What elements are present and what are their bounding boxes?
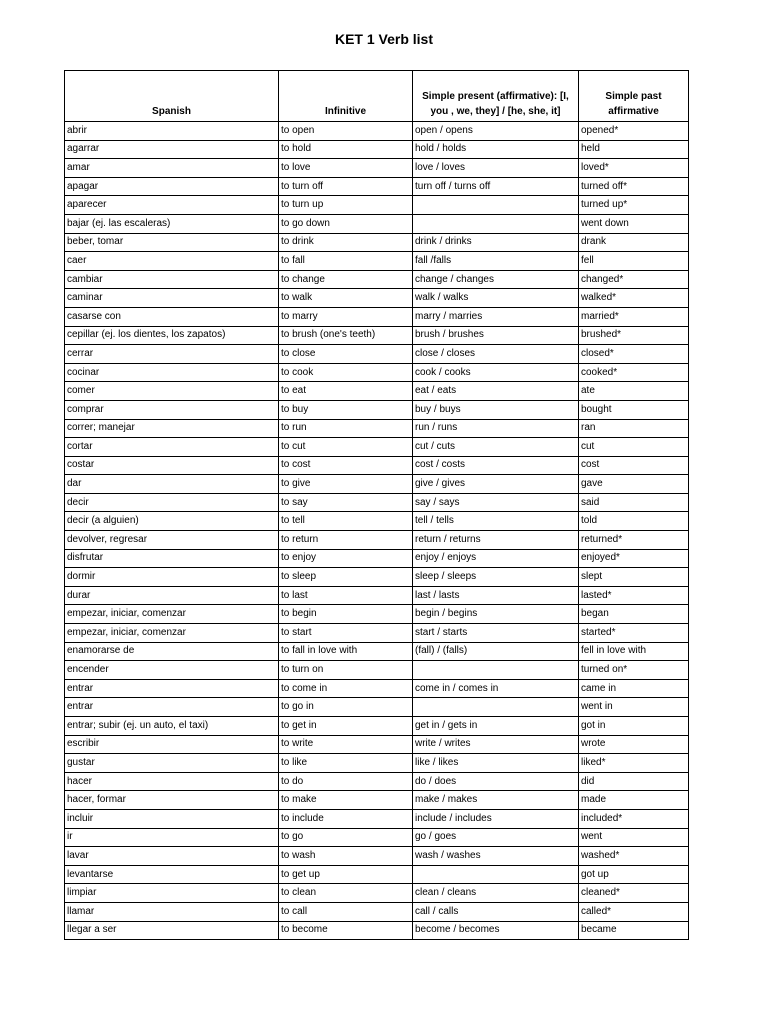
header-spanish: Spanish	[65, 71, 279, 122]
table-row	[65, 679, 689, 698]
table-row	[65, 865, 689, 884]
cell-infinitive: to turn on	[279, 661, 413, 680]
cell-simple-past: ate	[579, 382, 689, 401]
cell-spanish: empezar, iniciar, comenzar	[65, 624, 279, 643]
cell-infinitive: to drink	[279, 233, 413, 252]
table-row	[65, 642, 689, 661]
cell-simple-past: cut	[579, 438, 689, 457]
cell-spanish: apagar	[65, 177, 279, 196]
cell-simple-present	[413, 661, 579, 680]
cell-spanish: entrar; subir (ej. un auto, el taxi)	[65, 717, 279, 736]
cell-infinitive: to return	[279, 531, 413, 550]
cell-simple-past: began	[579, 605, 689, 624]
cell-spanish: amar	[65, 159, 279, 178]
cell-simple-past: lasted*	[579, 586, 689, 605]
cell-spanish: beber, tomar	[65, 233, 279, 252]
cell-spanish: dar	[65, 475, 279, 494]
cell-infinitive: to love	[279, 159, 413, 178]
table-row	[65, 159, 689, 178]
table-row	[65, 735, 689, 754]
cell-infinitive: to open	[279, 122, 413, 141]
table-row	[65, 549, 689, 568]
cell-infinitive: to close	[279, 345, 413, 364]
cell-spanish: encender	[65, 661, 279, 680]
table-row	[65, 847, 689, 866]
cell-simple-present: begin / begins	[413, 605, 579, 624]
cell-simple-past: held	[579, 140, 689, 159]
cell-infinitive: to come in	[279, 679, 413, 698]
cell-infinitive: to write	[279, 735, 413, 754]
table-row	[65, 363, 689, 382]
cell-simple-present: like / likes	[413, 754, 579, 773]
cell-simple-present: include / includes	[413, 809, 579, 828]
cell-simple-past: changed*	[579, 270, 689, 289]
table-row	[65, 438, 689, 457]
cell-infinitive: to wash	[279, 847, 413, 866]
table-row	[65, 493, 689, 512]
cell-simple-past: went	[579, 828, 689, 847]
cell-simple-present: brush / brushes	[413, 326, 579, 345]
cell-simple-past: got in	[579, 717, 689, 736]
cell-simple-present: cost / costs	[413, 456, 579, 475]
cell-simple-past: bought	[579, 400, 689, 419]
cell-simple-present: last / lasts	[413, 586, 579, 605]
table-row	[65, 196, 689, 215]
header-simple-present: Simple present (affirmative): [I, you , we, they] / [he, she, it]	[413, 71, 579, 122]
cell-simple-present	[413, 214, 579, 233]
table-row	[65, 475, 689, 494]
cell-spanish: levantarse	[65, 865, 279, 884]
cell-simple-past: made	[579, 791, 689, 810]
cell-simple-past: went down	[579, 214, 689, 233]
cell-simple-present: sleep / sleeps	[413, 568, 579, 587]
cell-infinitive: to begin	[279, 605, 413, 624]
cell-simple-present: eat / eats	[413, 382, 579, 401]
cell-simple-past: wrote	[579, 735, 689, 754]
table-row	[65, 531, 689, 550]
cell-spanish: decir	[65, 493, 279, 512]
cell-simple-present: start / starts	[413, 624, 579, 643]
verb-table	[64, 70, 689, 940]
cell-simple-past: fell	[579, 252, 689, 271]
cell-simple-past: ran	[579, 419, 689, 438]
cell-spanish: comprar	[65, 400, 279, 419]
cell-simple-past: included*	[579, 809, 689, 828]
table-row	[65, 624, 689, 643]
cell-simple-past: cleaned*	[579, 884, 689, 903]
cell-simple-past: turned off*	[579, 177, 689, 196]
cell-infinitive: to include	[279, 809, 413, 828]
cell-simple-present: cut / cuts	[413, 438, 579, 457]
table-row	[65, 326, 689, 345]
cell-simple-present: close / closes	[413, 345, 579, 364]
table-row	[65, 586, 689, 605]
cell-infinitive: to sleep	[279, 568, 413, 587]
cell-simple-present: go / goes	[413, 828, 579, 847]
table-row	[65, 772, 689, 791]
cell-spanish: lavar	[65, 847, 279, 866]
cell-simple-present: enjoy / enjoys	[413, 549, 579, 568]
cell-infinitive: to do	[279, 772, 413, 791]
cell-infinitive: to hold	[279, 140, 413, 159]
cell-infinitive: to marry	[279, 307, 413, 326]
cell-simple-present: buy / buys	[413, 400, 579, 419]
cell-spanish: correr; manejar	[65, 419, 279, 438]
cell-simple-present: fall /falls	[413, 252, 579, 271]
cell-infinitive: to make	[279, 791, 413, 810]
cell-simple-past: turned up*	[579, 196, 689, 215]
cell-simple-past: got up	[579, 865, 689, 884]
table-row	[65, 717, 689, 736]
table-row	[65, 921, 689, 940]
cell-spanish: cepillar (ej. los dientes, los zapatos)	[65, 326, 279, 345]
cell-spanish: entrar	[65, 698, 279, 717]
cell-simple-present: return / returns	[413, 531, 579, 550]
cell-simple-present: become / becomes	[413, 921, 579, 940]
cell-spanish: costar	[65, 456, 279, 475]
cell-spanish: entrar	[65, 679, 279, 698]
cell-simple-past: fell in love with	[579, 642, 689, 661]
page-title: KET 1 Verb list	[334, 31, 434, 47]
cell-spanish: aparecer	[65, 196, 279, 215]
cell-spanish: comer	[65, 382, 279, 401]
cell-infinitive: to fall	[279, 252, 413, 271]
table-row	[65, 289, 689, 308]
table-row	[65, 661, 689, 680]
cell-spanish: hacer	[65, 772, 279, 791]
cell-spanish: escribir	[65, 735, 279, 754]
cell-simple-present: (fall) / (falls)	[413, 642, 579, 661]
cell-spanish: empezar, iniciar, comenzar	[65, 605, 279, 624]
cell-simple-past: opened*	[579, 122, 689, 141]
cell-simple-present: open / opens	[413, 122, 579, 141]
cell-spanish: cerrar	[65, 345, 279, 364]
table-row	[65, 828, 689, 847]
cell-spanish: enamorarse de	[65, 642, 279, 661]
cell-infinitive: to get up	[279, 865, 413, 884]
cell-infinitive: to give	[279, 475, 413, 494]
cell-simple-past: called*	[579, 902, 689, 921]
cell-infinitive: to change	[279, 270, 413, 289]
cell-simple-present: wash / washes	[413, 847, 579, 866]
table-row	[65, 791, 689, 810]
cell-infinitive: to cost	[279, 456, 413, 475]
cell-spanish: dormir	[65, 568, 279, 587]
cell-infinitive: to last	[279, 586, 413, 605]
cell-infinitive: to cook	[279, 363, 413, 382]
cell-infinitive: to say	[279, 493, 413, 512]
cell-spanish: decir (a alguien)	[65, 512, 279, 531]
cell-infinitive: to get in	[279, 717, 413, 736]
cell-spanish: durar	[65, 586, 279, 605]
table-row	[65, 270, 689, 289]
table-row	[65, 252, 689, 271]
cell-infinitive: to call	[279, 902, 413, 921]
cell-simple-present: say / says	[413, 493, 579, 512]
cell-simple-present: clean / cleans	[413, 884, 579, 903]
table-row	[65, 122, 689, 141]
table-row	[65, 698, 689, 717]
cell-simple-present	[413, 698, 579, 717]
table-row	[65, 140, 689, 159]
table-row	[65, 345, 689, 364]
cell-spanish: cambiar	[65, 270, 279, 289]
cell-simple-past: slept	[579, 568, 689, 587]
cell-simple-present: marry / marries	[413, 307, 579, 326]
cell-simple-past: drank	[579, 233, 689, 252]
cell-infinitive: to go	[279, 828, 413, 847]
cell-infinitive: to turn up	[279, 196, 413, 215]
cell-simple-present: call / calls	[413, 902, 579, 921]
cell-infinitive: to go down	[279, 214, 413, 233]
cell-simple-past: gave	[579, 475, 689, 494]
table-row	[65, 233, 689, 252]
cell-infinitive: to fall in love with	[279, 642, 413, 661]
cell-simple-past: said	[579, 493, 689, 512]
table-row	[65, 307, 689, 326]
table-row	[65, 400, 689, 419]
table-row	[65, 214, 689, 233]
cell-spanish: bajar (ej. las escaleras)	[65, 214, 279, 233]
cell-infinitive: to go in	[279, 698, 413, 717]
cell-simple-present: drink / drinks	[413, 233, 579, 252]
cell-simple-past: washed*	[579, 847, 689, 866]
table-row	[65, 177, 689, 196]
cell-infinitive: to eat	[279, 382, 413, 401]
table-row	[65, 754, 689, 773]
cell-spanish: cortar	[65, 438, 279, 457]
table-body	[65, 122, 689, 940]
table-row	[65, 884, 689, 903]
cell-simple-past: brushed*	[579, 326, 689, 345]
cell-spanish: llegar a ser	[65, 921, 279, 940]
table-row	[65, 419, 689, 438]
cell-simple-present	[413, 196, 579, 215]
cell-simple-present: walk / walks	[413, 289, 579, 308]
table-row	[65, 382, 689, 401]
cell-spanish: llamar	[65, 902, 279, 921]
cell-spanish: ir	[65, 828, 279, 847]
table-row	[65, 568, 689, 587]
cell-spanish: limpiar	[65, 884, 279, 903]
table-row	[65, 605, 689, 624]
cell-simple-past: cooked*	[579, 363, 689, 382]
cell-spanish: agarrar	[65, 140, 279, 159]
cell-spanish: casarse con	[65, 307, 279, 326]
cell-infinitive: to start	[279, 624, 413, 643]
table-row	[65, 809, 689, 828]
cell-simple-past: liked*	[579, 754, 689, 773]
cell-simple-past: closed*	[579, 345, 689, 364]
cell-simple-past: turned on*	[579, 661, 689, 680]
cell-simple-present: change / changes	[413, 270, 579, 289]
cell-simple-present: get in / gets in	[413, 717, 579, 736]
cell-simple-present: love / loves	[413, 159, 579, 178]
cell-simple-past: did	[579, 772, 689, 791]
cell-simple-present: hold / holds	[413, 140, 579, 159]
cell-spanish: abrir	[65, 122, 279, 141]
cell-simple-present: come in / comes in	[413, 679, 579, 698]
header-row	[65, 71, 689, 122]
table-row	[65, 456, 689, 475]
cell-infinitive: to cut	[279, 438, 413, 457]
cell-infinitive: to enjoy	[279, 549, 413, 568]
cell-simple-past: walked*	[579, 289, 689, 308]
table-row	[65, 902, 689, 921]
cell-simple-present: write / writes	[413, 735, 579, 754]
cell-infinitive: to tell	[279, 512, 413, 531]
cell-simple-present: give / gives	[413, 475, 579, 494]
cell-simple-past: told	[579, 512, 689, 531]
cell-infinitive: to become	[279, 921, 413, 940]
cell-simple-present: cook / cooks	[413, 363, 579, 382]
cell-simple-past: went in	[579, 698, 689, 717]
cell-infinitive: to buy	[279, 400, 413, 419]
table-row	[65, 512, 689, 531]
header-infinitive: Infinitive	[279, 71, 413, 122]
cell-simple-present: turn off / turns off	[413, 177, 579, 196]
cell-simple-past: cost	[579, 456, 689, 475]
cell-spanish: devolver, regresar	[65, 531, 279, 550]
cell-simple-past: came in	[579, 679, 689, 698]
cell-simple-past: enjoyed*	[579, 549, 689, 568]
cell-infinitive: to clean	[279, 884, 413, 903]
cell-spanish: hacer, formar	[65, 791, 279, 810]
cell-simple-past: started*	[579, 624, 689, 643]
cell-spanish: incluir	[65, 809, 279, 828]
cell-infinitive: to run	[279, 419, 413, 438]
cell-simple-present: run / runs	[413, 419, 579, 438]
cell-simple-past: returned*	[579, 531, 689, 550]
cell-spanish: cocinar	[65, 363, 279, 382]
cell-spanish: caminar	[65, 289, 279, 308]
cell-spanish: disfrutar	[65, 549, 279, 568]
cell-simple-present: tell / tells	[413, 512, 579, 531]
cell-simple-present: make / makes	[413, 791, 579, 810]
cell-infinitive: to turn off	[279, 177, 413, 196]
cell-spanish: caer	[65, 252, 279, 271]
cell-simple-past: loved*	[579, 159, 689, 178]
cell-simple-past: married*	[579, 307, 689, 326]
cell-simple-past: became	[579, 921, 689, 940]
header-simple-past: Simple past affirmative	[579, 71, 689, 122]
cell-simple-present	[413, 865, 579, 884]
cell-infinitive: to like	[279, 754, 413, 773]
cell-infinitive: to brush (one's teeth)	[279, 326, 413, 345]
cell-simple-present: do / does	[413, 772, 579, 791]
cell-spanish: gustar	[65, 754, 279, 773]
cell-infinitive: to walk	[279, 289, 413, 308]
